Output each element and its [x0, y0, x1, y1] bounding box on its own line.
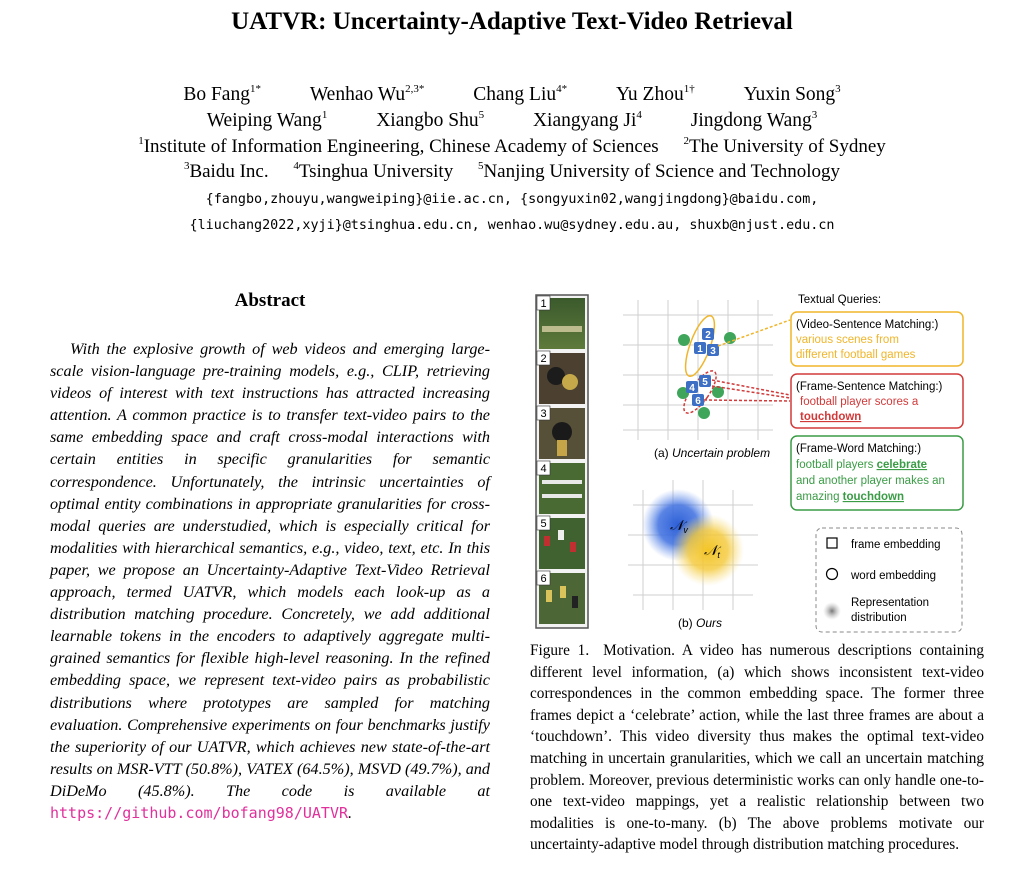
frame-embedding-number: 3	[710, 346, 716, 357]
box-text: and another player makes an	[796, 475, 945, 487]
box-text: different football games	[796, 349, 916, 361]
abstract-heading: Abstract	[234, 290, 306, 311]
box-title: (Frame-Sentence Matching:)	[796, 381, 943, 393]
abstract-text: With the explosive growth of web videos and emerging large-scale vision-language pre-training models, e.g., CLIP, retrieving videos of interest with text instructions has attracted increasing attention. A common practice is to transfer text-video pairs to the same embedding space and craft cross-modal interactions with certain entities in specific granularities for semantic correspondence. Unfortunately, the intrinsic uncertainties of optimal entity combinations in appropriate granularities for cross-modal queries are understudied, which is especially critical for modalities with hierarchical semantics, e.g., video, text, etc. In this paper, we propose an Uncertainty-Adaptive Text-Video Retrieval approach, termed UATVR, which models each look-up as a distribution matching procedure. Concretely, we add additional learnable tokens in the encoders to adaptively aggregate multi-grained semantics for flexible high-level reasoning. In the refined embedding space, we represent text-video pairs as probabilistic distributions where prototypes are sampled for matching evaluation. Comprehensive experiments on four benchmarks justify the superiority of our UATVR, which achieves new state-of-the-art results on MSR-VTT (50.8%), VATEX (64.5%), MSVD (49.7%), and DiDeMo (45.8%). The code is available at	[50, 340, 490, 800]
box-text: football players celebrate	[796, 459, 928, 471]
legend-word: word embedding	[851, 570, 937, 582]
author: Jingdong Wang$^3$	[690, 109, 818, 131]
query-box-frame-word	[791, 436, 963, 510]
label-b: (b) Ours	[678, 616, 723, 630]
nt-label: 𝒩$_t$	[704, 542, 720, 560]
word-embedding-dot	[698, 407, 710, 419]
frame-number: 2	[540, 353, 547, 365]
author: Chang Liu$^{4*}$	[473, 83, 568, 105]
frame-embedding-number: 1	[697, 344, 703, 355]
affiliation-row-1	[0, 136, 1024, 158]
frame-number: 3	[540, 408, 547, 420]
author: Yu Zhou$^{1\dagger}$	[616, 83, 695, 105]
legend	[816, 528, 962, 632]
frame-embedding-number: 6	[695, 396, 701, 407]
affiliation: $^2$The University of Sydney	[683, 135, 886, 157]
frame-number: 6	[540, 573, 547, 585]
author-row-1	[0, 84, 1024, 106]
abstract-body	[50, 338, 490, 824]
paper-title: UATVR: Uncertainty-Adaptive Text-Video Retrieval	[231, 8, 793, 35]
email-line-1: {fangbo,zhouyu,wangweiping}@iie.ac.cn, {songyuxin02,wangjingdong}@baidu.com,	[205, 192, 819, 207]
frame-number: 1	[540, 298, 547, 310]
legend-dist: Representation	[851, 597, 929, 609]
affiliation: $^5$Nanjing University of Science and Technology	[477, 160, 841, 182]
email-line-2: {liuchang2022,xyji}@tsinghua.edu.cn, wenhao.wu@sydney.edu.au, shuxb@njust.edu.cn	[189, 218, 835, 233]
caption-text: Motivation. A video has numerous descriptions containing different level information, (a) which shows inconsistent text-video correspondences in the common embedding space. The former three frames depict a ‘celebrate’ action, while the last three frames are about a ‘touchdown’. This video diversity thus makes the optimal text-video matching in uncertain granularities, which we call an uncertain matching problem. Moreover, previous deterministic works can only handle one-to-one text-video mappings, yet a realistic relationship between two modalities is one-to-many. (b) The above problems motivate our uncertainty-adaptive model through distribution matching procedures.	[530, 642, 984, 854]
nv-label: 𝒩$_v$	[670, 517, 688, 535]
affiliation-row-2	[0, 161, 1024, 183]
frame-embedding-number: 4	[689, 383, 695, 394]
frame-number: 4	[540, 463, 547, 475]
box-text: amazing touchdown	[796, 491, 904, 503]
affiliation: $^3$Baidu Inc.	[183, 160, 269, 182]
query-box-video-sentence	[791, 312, 963, 366]
author: Weiping Wang$^1$	[206, 109, 328, 131]
author: Xiangbo Shu$^5$	[376, 109, 485, 131]
author: Yuxin Song$^3$	[743, 83, 841, 105]
frame-embedding-number: 2	[705, 330, 711, 341]
frame-embedding-number: 5	[702, 377, 708, 388]
affiliation: $^1$Institute of Information Engineering, Chinese Academy of Sciences	[138, 135, 659, 157]
word-embedding-dot	[678, 334, 690, 346]
figure-1	[528, 290, 968, 635]
author: Bo Fang$^{1*}$	[183, 83, 261, 105]
video-frame-strip	[536, 295, 588, 628]
box-title: (Video-Sentence Matching:)	[796, 319, 939, 331]
box-keyword: touchdown	[800, 411, 862, 423]
box-text: various scenes from	[796, 334, 899, 346]
query-box-frame-sentence	[791, 374, 963, 428]
textual-queries-title: Textual Queries:	[798, 294, 882, 306]
legend-dist: distribution	[851, 612, 907, 624]
connector-line	[704, 400, 790, 401]
affiliation: $^4$Tsinghua University	[293, 160, 454, 182]
frame-number: 5	[540, 518, 547, 530]
code-link[interactable]: https://github.com/bofang98/UATVR	[50, 803, 349, 822]
caption-label: Figure 1.	[530, 642, 590, 659]
legend-frame: frame embedding	[851, 539, 941, 551]
author-row-2	[0, 110, 1024, 132]
abstract-end: .	[348, 803, 353, 822]
distribution-legend-icon	[823, 602, 841, 620]
author: Xiangyang Ji$^4$	[532, 109, 642, 131]
uncertain-problem-plot	[677, 313, 790, 419]
author: Wenhao $Wu^{2,3*}$	[309, 83, 425, 105]
box-title: (Frame-Word Matching:)	[796, 443, 922, 455]
box-text: football player scores a	[800, 396, 919, 408]
label-a: (a) Uncertain problem	[654, 446, 771, 460]
figure-caption	[530, 640, 984, 856]
